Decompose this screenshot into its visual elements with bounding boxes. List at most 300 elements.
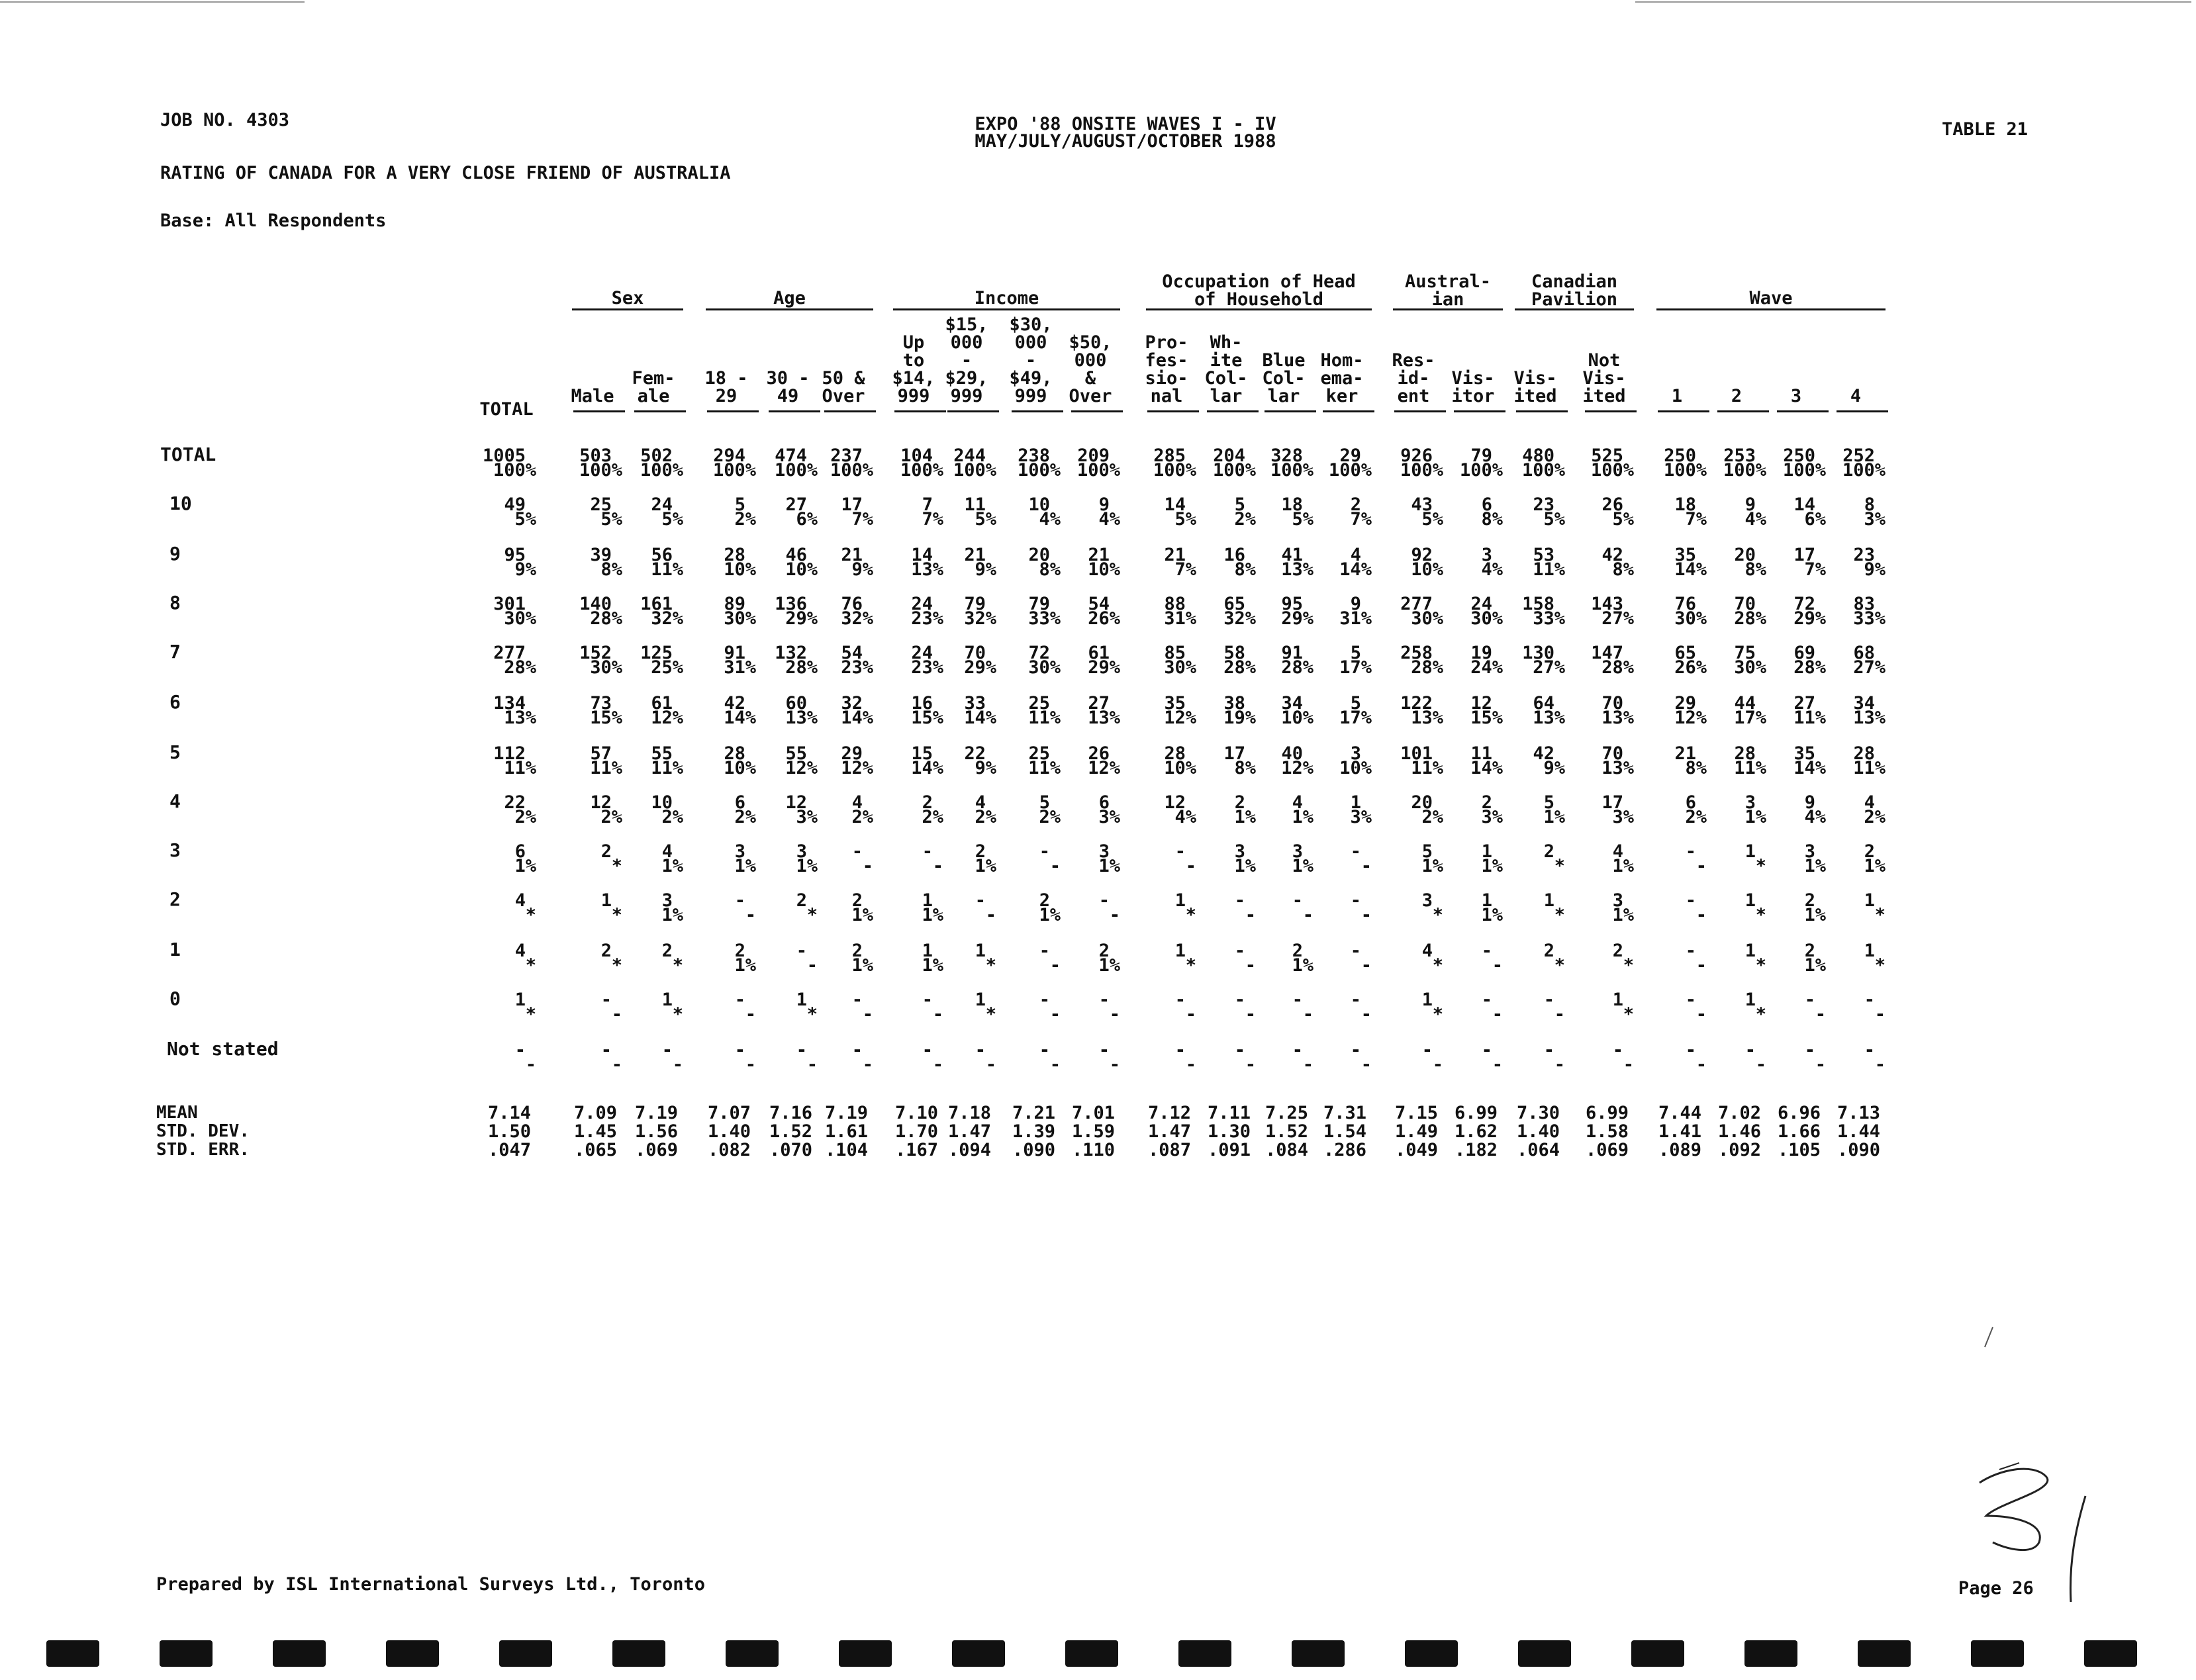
cell-percent: 13% (504, 708, 536, 728)
cell-percent: 1% (1098, 955, 1120, 976)
column-underline (707, 410, 759, 412)
cell-percent: - (672, 1054, 683, 1075)
column-header-19: 2 (1731, 386, 1742, 406)
cell-percent: - (1815, 1004, 1826, 1025)
cell-count: 20 (1411, 792, 1433, 813)
cell-count: 4 (514, 941, 526, 961)
cell-percent: 29% (1088, 657, 1120, 678)
cell-count: 250 (1664, 445, 1696, 466)
cell-count: 525 (1591, 445, 1623, 466)
cell-count: 6 (514, 841, 526, 862)
stat-value: 1.45 (573, 1121, 617, 1142)
column-header-16: Vis- ited (1513, 368, 1557, 406)
cell-count: 2 (1804, 890, 1815, 911)
cell-count: 4 (1864, 792, 1875, 813)
cell-count: - (1744, 1040, 1756, 1060)
cell-count: 14 (1793, 494, 1815, 515)
cell-percent: 11% (504, 758, 536, 778)
stat-value: 7.15 (1394, 1103, 1438, 1123)
cell-count: 41 (1281, 545, 1303, 565)
stat-value: 7.10 (894, 1103, 938, 1123)
cell-percent: - (1185, 856, 1196, 876)
cell-count: 11 (1470, 743, 1492, 764)
cell-percent: - (1623, 1054, 1634, 1075)
cell-count: 104 (900, 445, 933, 466)
cell-count: 1 (1744, 941, 1756, 961)
cell-percent: 30% (1411, 608, 1443, 629)
cell-percent: 100% (1782, 460, 1826, 481)
cell-percent: 14% (1339, 559, 1372, 580)
cell-count: 64 (1533, 693, 1554, 714)
column-header-2: Fem- ale (632, 368, 675, 406)
stat-value: 1.46 (1717, 1121, 1761, 1142)
cell-percent: 13% (785, 708, 818, 728)
cell-percent: 11% (1793, 708, 1826, 728)
punch-block (612, 1640, 665, 1667)
cell-count: 136 (775, 594, 807, 614)
cell-count: - (1685, 890, 1696, 911)
cell-percent: 3% (1864, 509, 1886, 530)
cell-count: 4 (514, 890, 526, 911)
cell-count: 503 (579, 445, 612, 466)
cell-percent: - (525, 1054, 536, 1075)
cell-percent: 11% (1734, 758, 1766, 778)
cell-count: - (1685, 941, 1696, 961)
cell-percent: 100% (640, 460, 683, 481)
cell-percent: - (1361, 1054, 1372, 1075)
column-underline (1071, 410, 1123, 412)
cell-percent: 1% (1234, 807, 1256, 827)
cell-count: - (1292, 890, 1303, 911)
cell-percent: * (1755, 955, 1766, 976)
stat-value: 1.52 (769, 1121, 812, 1142)
cell-percent: * (1554, 905, 1565, 925)
column-header-12: Blue Col- lar (1262, 350, 1306, 406)
cell-percent: 1% (1098, 856, 1120, 876)
cell-count: 42 (1533, 743, 1554, 764)
punch-block (952, 1640, 1005, 1667)
cell-percent: 29% (964, 657, 996, 678)
cell-count: 27 (1088, 693, 1110, 714)
stat-value: 6.99 (1454, 1103, 1498, 1123)
cell-percent: 3% (796, 807, 818, 827)
cell-count: 3 (1804, 841, 1815, 862)
cell-count: - (1350, 990, 1361, 1010)
cell-percent: - (1049, 955, 1061, 976)
cell-count: 122 (1400, 693, 1433, 714)
cell-percent: 100% (1212, 460, 1256, 481)
cell-percent: 5% (1421, 509, 1443, 530)
cell-count: - (514, 1040, 526, 1060)
cell-percent: 100% (1153, 460, 1196, 481)
cell-percent: 31% (724, 657, 756, 678)
cell-percent: - (932, 1054, 943, 1075)
punch-block (1971, 1640, 2024, 1667)
cell-percent: 10% (1164, 758, 1196, 778)
cell-count: 20 (1734, 545, 1756, 565)
cell-percent: - (862, 856, 873, 876)
punch-block (839, 1640, 892, 1667)
cell-percent: 5% (600, 509, 622, 530)
cell-count: 92 (1411, 545, 1433, 565)
cell-count: - (1098, 1040, 1110, 1060)
cell-count: 1 (796, 990, 807, 1010)
cell-percent: 32% (1223, 608, 1256, 629)
cell-percent: - (1874, 1054, 1886, 1075)
cell-percent: 1% (1039, 905, 1061, 925)
cell-count: 54 (841, 643, 863, 663)
stat-value: 1.40 (1516, 1121, 1560, 1142)
cell-count: 4 (1421, 941, 1433, 961)
stat-label: STD. DEV. (156, 1121, 250, 1141)
cell-count: 2 (796, 890, 807, 911)
cell-count: 101 (1400, 743, 1433, 764)
cell-count: 1 (661, 990, 673, 1010)
cell-percent: 13% (1601, 758, 1634, 778)
punch-block (386, 1640, 439, 1667)
cell-percent: - (1245, 955, 1256, 976)
cell-percent: 28% (1223, 657, 1256, 678)
cell-percent: * (806, 905, 818, 925)
cell-percent: 28% (590, 608, 622, 629)
cell-count: 2 (1481, 792, 1492, 813)
cell-count: 6 (734, 792, 745, 813)
column-underline (1585, 410, 1637, 412)
cell-count: 42 (1601, 545, 1623, 565)
cell-count: 72 (1028, 643, 1050, 663)
column-underline (769, 410, 820, 412)
cell-percent: 8% (1234, 559, 1256, 580)
cell-count: - (975, 1040, 986, 1060)
group-underline (1656, 308, 1886, 310)
cell-percent: 29% (1793, 608, 1826, 629)
cell-count: 57 (590, 743, 612, 764)
stat-value: .049 (1394, 1140, 1438, 1160)
cell-count: 1 (1744, 841, 1756, 862)
cell-count: 21 (1088, 545, 1110, 565)
cell-count: 2 (1864, 841, 1875, 862)
column-underline (1454, 410, 1505, 412)
pen-stroke-mark (1980, 1324, 1999, 1350)
cell-percent: 1% (1292, 807, 1313, 827)
cell-percent: - (862, 1004, 873, 1025)
cell-percent: 9% (851, 559, 873, 580)
cell-percent: 1% (922, 955, 943, 976)
table-number: TABLE 21 (1942, 119, 2029, 140)
cell-percent: - (1695, 905, 1707, 925)
cell-count: 95 (1281, 594, 1303, 614)
cell-count: 328 (1270, 445, 1303, 466)
cell-count: 54 (1088, 594, 1110, 614)
cell-count: 28 (724, 545, 745, 565)
cell-percent: - (932, 856, 943, 876)
cell-percent: 4% (1174, 807, 1196, 827)
cell-count: 2 (1292, 941, 1303, 961)
cell-percent: 3% (1098, 807, 1120, 827)
cell-count: - (734, 890, 745, 911)
cell-count: 89 (724, 594, 745, 614)
cell-percent: 28% (1411, 657, 1443, 678)
cell-percent: 100% (493, 460, 536, 481)
cell-count: 2 (851, 941, 863, 961)
cell-count: 73 (590, 693, 612, 714)
cell-count: 19 (1470, 643, 1492, 663)
cell-count: 39 (590, 545, 612, 565)
cell-count: 79 (1028, 594, 1050, 614)
stat-value: 1.44 (1837, 1121, 1880, 1142)
cell-count: - (1804, 990, 1815, 1010)
cell-count: 9 (1744, 494, 1756, 515)
cell-percent: * (1554, 856, 1565, 876)
cell-percent: 5% (1612, 509, 1634, 530)
cell-count: 12 (1470, 693, 1492, 714)
cell-percent: 5% (661, 509, 683, 530)
cell-percent: 32% (964, 608, 996, 629)
stat-value: .167 (894, 1140, 938, 1160)
cell-count: 140 (579, 594, 612, 614)
stat-value: 1.56 (634, 1121, 678, 1142)
cell-count: 112 (493, 743, 526, 764)
cell-percent: - (611, 1004, 622, 1025)
cell-count: 22 (504, 792, 526, 813)
cell-count: 21 (964, 545, 986, 565)
question-title: RATING OF CANADA FOR A VERY CLOSE FRIEND OF AUSTRALIA (160, 163, 731, 183)
column-header-9: $50, 000 & Over (1069, 332, 1112, 406)
cell-percent: 12% (785, 758, 818, 778)
cell-percent: 1% (1804, 905, 1826, 925)
stat-value: 7.30 (1516, 1103, 1560, 1123)
cell-count: 1 (922, 890, 933, 911)
punch-block (1744, 1640, 1797, 1667)
cell-count: 250 (1783, 445, 1815, 466)
cell-count: - (1039, 990, 1050, 1010)
cell-percent: 5% (1174, 509, 1196, 530)
cell-percent: - (1245, 1004, 1256, 1025)
cell-count: 28 (1853, 743, 1875, 764)
cell-percent: 2% (922, 807, 943, 827)
cell-percent: 28% (1601, 657, 1634, 678)
cell-percent: 10% (724, 758, 756, 778)
column-header-8: $30, 000 - $49, 999 (1009, 314, 1053, 406)
cell-count: 95 (504, 545, 526, 565)
stat-value: 1.59 (1071, 1121, 1115, 1142)
cell-percent: - (932, 1004, 943, 1025)
cell-percent: 9% (1864, 559, 1886, 580)
cell-percent: - (1695, 1004, 1707, 1025)
cell-count: 2 (1098, 941, 1110, 961)
cell-count: 1005 (482, 445, 526, 466)
cell-count: 3 (1481, 545, 1492, 565)
stat-value: 7.12 (1147, 1103, 1191, 1123)
cell-percent: 14% (841, 708, 873, 728)
stat-value: .070 (769, 1140, 812, 1160)
cell-count: 301 (493, 594, 526, 614)
stat-value: 1.66 (1777, 1121, 1821, 1142)
column-header-20: 3 (1790, 386, 1802, 406)
stat-value: .105 (1777, 1140, 1821, 1160)
cell-count: 49 (504, 494, 526, 515)
punch-block (1518, 1640, 1571, 1667)
cell-count: 38 (1223, 693, 1245, 714)
column-header-5: 50 & Over (822, 368, 865, 406)
cell-percent: 28% (504, 657, 536, 678)
cell-percent: 1% (1543, 807, 1565, 827)
cell-count: 2 (975, 841, 986, 862)
cell-count: 16 (1223, 545, 1245, 565)
cell-percent: - (1245, 1054, 1256, 1075)
cell-count: 70 (1601, 693, 1623, 714)
cell-count: 25 (1028, 693, 1050, 714)
cell-count: 237 (830, 445, 863, 466)
cell-percent: 1% (975, 856, 996, 876)
cell-percent: 1% (796, 856, 818, 876)
cell-count: 25 (1028, 743, 1050, 764)
prepared-by-note: Prepared by ISL International Surveys Ltd., Toronto (156, 1574, 706, 1595)
stat-value: 1.50 (487, 1121, 531, 1142)
cell-percent: * (525, 1004, 536, 1025)
cell-percent: 2% (1421, 807, 1443, 827)
cell-count: 27 (785, 494, 807, 515)
cell-count: 1 (1744, 990, 1756, 1010)
cell-percent: * (611, 905, 622, 925)
cell-percent: 100% (1270, 460, 1313, 481)
column-underline (947, 410, 999, 412)
cell-count: 1 (922, 941, 933, 961)
cell-percent: 100% (1663, 460, 1707, 481)
cell-percent: 25% (651, 657, 683, 678)
cell-count: 3 (734, 841, 745, 862)
cell-count: 18 (1674, 494, 1696, 515)
cell-percent: 4% (1804, 807, 1826, 827)
cell-percent: 1% (514, 856, 536, 876)
cell-percent: 1% (1481, 856, 1503, 876)
punch-block (46, 1640, 99, 1667)
cell-percent: 11% (1533, 559, 1565, 580)
punch-block (499, 1640, 552, 1667)
group-header-6: Wave (1749, 288, 1793, 308)
cell-count: 2 (661, 941, 673, 961)
stat-value: 1.41 (1658, 1121, 1701, 1142)
cell-count: - (1543, 990, 1554, 1010)
column-underline (634, 410, 686, 412)
cell-percent: 1% (1864, 856, 1886, 876)
cell-count: 44 (1734, 693, 1756, 714)
cell-percent: 23% (911, 608, 943, 629)
cell-count: 29 (1339, 445, 1361, 466)
column-underline (1777, 410, 1829, 412)
group-underline (1393, 308, 1503, 310)
cell-count: 5 (1039, 792, 1050, 813)
cell-percent: 32% (651, 608, 683, 629)
cell-percent: * (672, 955, 683, 976)
cell-percent: 6% (1804, 509, 1826, 530)
cell-percent: 1% (661, 905, 683, 925)
stat-value: .089 (1658, 1140, 1701, 1160)
cell-count: 480 (1522, 445, 1554, 466)
stat-value: 1.40 (707, 1121, 751, 1142)
stat-value: .091 (1207, 1140, 1251, 1160)
cell-count: 1 (1864, 890, 1875, 911)
cell-percent: 2% (1039, 807, 1061, 827)
stat-value: .090 (1012, 1140, 1055, 1160)
cell-percent: 2% (851, 807, 873, 827)
cell-count: - (1098, 890, 1110, 911)
cell-percent: 11% (1411, 758, 1443, 778)
cell-percent: 1% (1804, 955, 1826, 976)
cell-percent: - (1109, 905, 1120, 925)
cell-count: 70 (964, 643, 986, 663)
report-title-line2: MAY/JULY/AUGUST/OCTOBER 1988 (975, 131, 1276, 152)
column-underline (894, 410, 946, 412)
cell-percent: 12% (1281, 758, 1313, 778)
cell-count: 4 (851, 792, 863, 813)
cell-count: - (1864, 990, 1875, 1010)
cell-count: 60 (785, 693, 807, 714)
cell-count: 76 (1674, 594, 1696, 614)
stat-value: .065 (573, 1140, 617, 1160)
cell-count: 502 (640, 445, 673, 466)
cell-percent: - (1554, 1054, 1565, 1075)
cell-percent: 27% (1533, 657, 1565, 678)
cell-percent: 2% (1685, 807, 1707, 827)
cell-percent: - (1874, 1004, 1886, 1025)
cell-percent: - (1185, 1004, 1196, 1025)
cell-count: - (1481, 941, 1492, 961)
cell-count: 294 (713, 445, 745, 466)
cell-percent: 17% (1734, 708, 1766, 728)
cell-count: - (851, 990, 863, 1010)
group-header-5: Canadian Pavilion (1531, 271, 1618, 310)
cell-percent: 14% (1793, 758, 1826, 778)
stat-value: 7.25 (1265, 1103, 1308, 1123)
cell-count: - (1685, 990, 1696, 1010)
stat-value: 7.19 (824, 1103, 868, 1123)
stat-value: 7.11 (1207, 1103, 1251, 1123)
stat-value: .069 (634, 1140, 678, 1160)
row-label: 2 (169, 888, 181, 910)
group-underline (1515, 308, 1634, 310)
cell-percent: 30% (590, 657, 622, 678)
cell-percent: 8% (600, 559, 622, 580)
cell-percent: - (1302, 1054, 1313, 1075)
cell-count: 85 (1164, 643, 1186, 663)
cell-percent: - (1049, 856, 1061, 876)
cell-count: 1 (514, 990, 526, 1010)
cell-percent: 30% (504, 608, 536, 629)
cell-percent: 5% (514, 509, 536, 530)
cell-count: 24 (1470, 594, 1492, 614)
cell-count: 5 (1350, 643, 1361, 663)
cell-count: 3 (1234, 841, 1245, 862)
cell-percent: 12% (1674, 708, 1707, 728)
cell-percent: 1% (734, 955, 756, 976)
cell-count: - (1350, 890, 1361, 911)
cell-count: 26 (1601, 494, 1623, 515)
cell-percent: 1% (734, 856, 756, 876)
cell-count: 91 (724, 643, 745, 663)
cell-count: 5 (1543, 792, 1554, 813)
cell-count: 204 (1213, 445, 1245, 466)
cell-percent: 7% (1350, 509, 1372, 530)
cell-percent: 100% (900, 460, 943, 481)
column-header-14: Res- id- ent (1392, 350, 1435, 406)
cell-count: - (1804, 1040, 1815, 1060)
cell-percent: 8% (1744, 559, 1766, 580)
cell-percent: 33% (1028, 608, 1061, 629)
cell-count: 23 (1853, 545, 1875, 565)
row-label: 1 (169, 939, 181, 960)
cell-percent: 14% (1674, 559, 1707, 580)
